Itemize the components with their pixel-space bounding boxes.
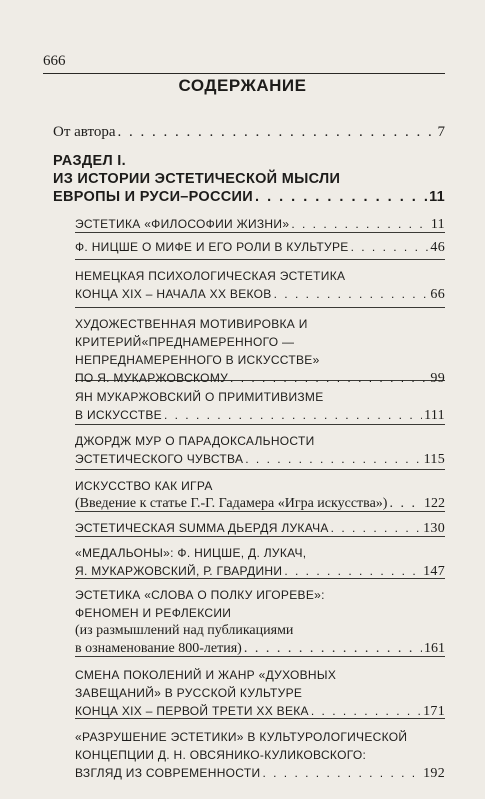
- toc-entry-page: 115: [423, 452, 445, 467]
- leader-dots: [389, 493, 422, 515]
- toc-entry-line: [0, 700, 485, 722]
- toc-entry-line: [0, 493, 485, 515]
- toc-entry-line: КОНЦЕПЦИИ Д. Н. ОВСЯНИКО-КУЛИКОВСКОГО:: [75, 748, 367, 762]
- toc-entry-label: ЭСТЕТИКА «ФИЛОСОФИИ ЖИЗНИ»: [75, 217, 290, 231]
- toc-entry-label: ПО Я. МУКАРЖОВСКОМУ: [75, 371, 229, 385]
- toc-entry-line: [0, 517, 485, 539]
- toc-entry-line: [0, 638, 485, 660]
- leader-dots: [351, 236, 429, 258]
- leader-dots: [164, 404, 422, 426]
- toc-entry-label: КОНЦА XIX – ПЕРВОЙ ТРЕТИ XX ВЕКА: [75, 704, 309, 718]
- page-title: СОДЕРЖАНИЕ: [178, 76, 307, 95]
- toc-entry-page: 161: [424, 641, 445, 656]
- section-page: 11: [429, 189, 445, 205]
- toc-entry-page: 147: [423, 564, 445, 579]
- toc-entry-label: ЭСТЕТИЧЕСКАЯ SUMMA ДЬЕРДЯ ЛУКАЧА: [75, 521, 329, 535]
- toc-entry-label: В ИСКУССТВЕ: [75, 408, 162, 422]
- leader-dots: [245, 448, 421, 470]
- toc-entry-line: ДЖОРДЖ МУР О ПАРАДОКСАЛЬНОСТИ: [75, 434, 315, 448]
- section-heading-line1: РАЗДЕЛ I.: [53, 153, 126, 169]
- toc-entry-line: ЯН МУКАРЖОВСКИЙ О ПРИМИТИВИЗМЕ: [75, 390, 324, 404]
- toc-entry-page: 171: [423, 704, 445, 719]
- leader-dots: [311, 700, 421, 722]
- section-heading-line2: ИЗ ИСТОРИИ ЭСТЕТИЧЕСКОЙ МЫСЛИ: [53, 171, 341, 187]
- toc-entry-page: 192: [423, 766, 445, 781]
- toc-entry-line: НЕПРЕДНАМЕРЕННОГО В ИСКУССТВЕ»: [75, 353, 320, 367]
- leader-dots: [284, 560, 421, 582]
- toc-entry-line: [0, 448, 485, 470]
- toc-entry-line: [0, 283, 485, 305]
- leader-dots: [244, 638, 422, 660]
- toc-entry-line: ФЕНОМЕН И РЕФЛЕКСИИ: [75, 606, 232, 620]
- toc-entry-label: КОНЦА XIX – НАЧАЛА XX ВЕКОВ: [75, 287, 272, 301]
- toc-entry-line: «РАЗРУШЕНИЕ ЭСТЕТИКИ» В КУЛЬТУРОЛОГИЧЕСКОЙ: [75, 730, 408, 744]
- leader-dots: [262, 762, 421, 784]
- toc-entry-line: КРИТЕРИЙ«ПРЕДНАМЕРЕННОГО —: [75, 335, 295, 349]
- toc-entry-page: 7: [437, 124, 445, 140]
- toc-entry-line: [0, 213, 485, 235]
- toc-entry-line: ХУДОЖЕСТВЕННАЯ МОТИВИРОВКА И: [75, 317, 308, 331]
- toc-entry-label: Ф. НИЦШЕ О МИФЕ И ЕГО РОЛИ В КУЛЬТУРЕ: [75, 240, 349, 254]
- leader-dots: [274, 283, 429, 305]
- leader-dots: [291, 213, 429, 235]
- toc-entry-page: 122: [424, 496, 445, 511]
- toc-entry-label: в ознаменование 800-летия): [75, 641, 242, 656]
- toc-entry-label: ЭСТЕТИЧЕСКОГО ЧУВСТВА: [75, 452, 244, 466]
- toc-entry-page: 46: [430, 240, 445, 255]
- leader-dots: [331, 517, 421, 539]
- header-rule: [43, 73, 445, 74]
- toc-entry-label: От автора: [53, 124, 116, 140]
- leader-dots: [255, 186, 427, 208]
- toc-entry-page: 11: [430, 217, 445, 232]
- page-number: 666: [43, 53, 66, 69]
- entry-separator: [75, 259, 445, 260]
- entry-separator: [75, 307, 445, 308]
- toc-entry-line: ЭСТЕТИКА «СЛОВА О ПОЛКУ ИГОРЕВЕ»:: [75, 588, 325, 602]
- leader-dots: [118, 121, 436, 143]
- toc-entry-line: ИСКУССТВО КАК ИГРА: [75, 479, 213, 493]
- toc-entry-label: Я. МУКАРЖОВСКИЙ, Р. ГВАРДИНИ: [75, 564, 283, 578]
- toc-entry-page: 111: [424, 408, 445, 423]
- toc-entry-line: «МЕДАЛЬОНЫ»: Ф. НИЦШЕ, Д. ЛУКАЧ,: [75, 546, 307, 560]
- toc-entry-page: 99: [430, 371, 445, 386]
- toc-entry-label: ВЗГЛЯД ИЗ СОВРЕМЕННОСТИ: [75, 766, 261, 780]
- toc-entry-line: [0, 560, 485, 582]
- toc-entry-page: 66: [430, 287, 445, 302]
- toc-entry-label: (Введение к статье Г.-Г. Гадамера «Игра искусства»): [75, 496, 388, 511]
- toc-entry-line: [0, 762, 485, 784]
- toc-entry-page: 130: [423, 521, 445, 536]
- toc-entry-line: [0, 404, 485, 426]
- toc-entry-author: [0, 121, 485, 143]
- toc-entry-line: СМЕНА ПОКОЛЕНИЙ И ЖАНР «ДУХОВНЫХ: [75, 668, 337, 682]
- toc-entry-line: ЗАВЕЩАНИЙ» В РУССКОЙ КУЛЬТУРЕ: [75, 686, 303, 700]
- toc-entry-line: (из размышлений над публикациями: [75, 623, 294, 638]
- toc-entry-line: НЕМЕЦКАЯ ПСИХОЛОГИЧЕСКАЯ ЭСТЕТИКА: [75, 269, 346, 283]
- toc-entry-line: [0, 236, 485, 258]
- section-heading-line3: ЕВРОПЫ И РУСИ–РОССИИ . . . 11: [0, 186, 485, 208]
